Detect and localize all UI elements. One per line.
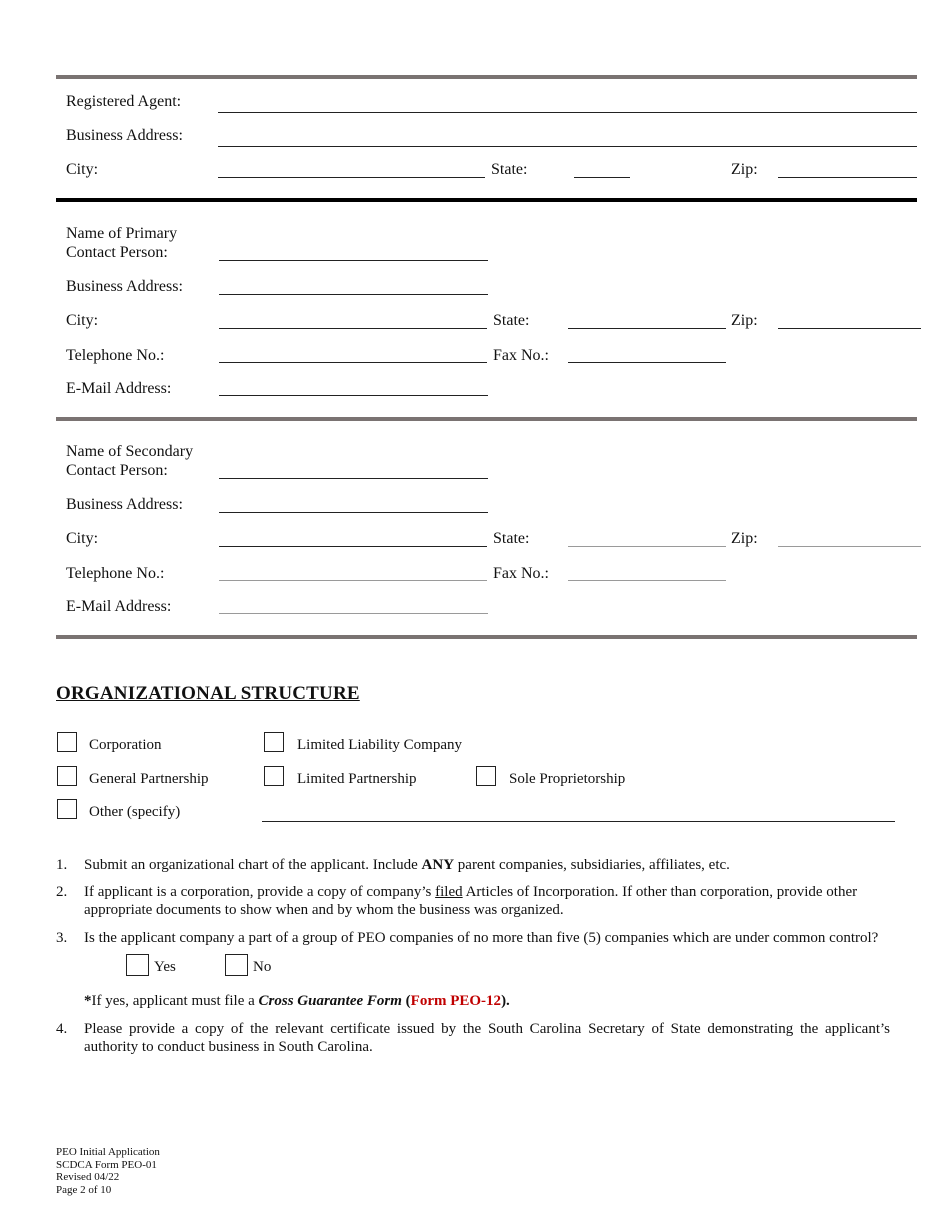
secondary-fax-label: Fax No.: xyxy=(493,565,549,582)
other-checkbox[interactable] xyxy=(57,799,77,819)
footer xyxy=(56,1146,160,1196)
corporation-checkbox[interactable] xyxy=(57,732,77,752)
secondary-zip-label: Zip: xyxy=(731,530,758,547)
primary-fax-label: Fax No.: xyxy=(493,347,549,364)
sole-proprietorship-checkbox[interactable] xyxy=(476,766,496,786)
secondary-email-label: E-Mail Address: xyxy=(66,598,172,615)
limited-partnership-checkbox[interactable] xyxy=(264,766,284,786)
primary-state-field[interactable] xyxy=(568,328,726,329)
corporation-label: Corporation xyxy=(89,737,162,753)
secondary-zip-field[interactable] xyxy=(778,546,921,547)
llc-checkbox[interactable] xyxy=(264,732,284,752)
note-paren-close: ). xyxy=(501,993,510,1009)
item-1-bold: ANY xyxy=(421,857,455,873)
secondary-section-bottom-rule xyxy=(56,635,917,639)
registered-agent-field[interactable] xyxy=(218,112,917,113)
primary-business-address-field[interactable] xyxy=(219,294,488,295)
other-label: Other (specify) xyxy=(89,804,181,820)
item-4-text: Please provide a copy of the relevant certificate issued by the South Carolina Secretary of State demonstrating the applicant’s authority to conduct business in South Carolina. xyxy=(84,1021,890,1055)
other-specify-field[interactable] xyxy=(262,821,895,822)
primary-email-label: E-Mail Address: xyxy=(66,380,172,397)
secondary-email-field[interactable] xyxy=(219,613,488,614)
item-1-text xyxy=(84,856,896,874)
secondary-state-field[interactable] xyxy=(568,546,726,547)
note-paren-open: ( xyxy=(401,993,411,1009)
note-asterisk: * xyxy=(84,993,92,1009)
secondary-business-address-label: Business Address: xyxy=(66,496,183,513)
primary-city-label: City: xyxy=(66,312,99,329)
item-1-text-after: parent companies, subsidiaries, affiliates, etc. xyxy=(454,857,730,873)
secondary-telephone-label: Telephone No.: xyxy=(66,565,165,582)
primary-zip-field[interactable] xyxy=(778,328,921,329)
primary-state-label: State: xyxy=(493,312,530,329)
item-2-text-after: Articles of Incorporation. If other than corporation, provide other appropriate documents to show when and by whom the business was organized. xyxy=(84,884,858,918)
primary-zip-label: Zip: xyxy=(731,312,758,329)
general-partnership-checkbox[interactable] xyxy=(57,766,77,786)
item-3-text: Is the applicant company a part of a group of PEO companies of no more than five (5) companies which are under common control? xyxy=(84,930,879,946)
item-3-number: 3. xyxy=(56,930,68,946)
footer-form-number: SCDCA Form PEO-01 xyxy=(56,1158,157,1171)
item-2-underlined: filed xyxy=(435,884,463,900)
secondary-fax-field[interactable] xyxy=(568,580,726,581)
secondary-business-address-field[interactable] xyxy=(219,512,488,513)
primary-telephone-label: Telephone No.: xyxy=(66,347,165,364)
primary-email-field[interactable] xyxy=(219,395,488,396)
top-section-rule xyxy=(56,75,917,79)
secondary-telephone-field[interactable] xyxy=(219,580,487,581)
general-partnership-label: General Partnership xyxy=(89,771,209,787)
item-2-text xyxy=(84,883,896,919)
footer-revision: Revised 04/22 xyxy=(56,1171,120,1183)
agent-city-label: City: xyxy=(66,161,99,178)
item-4-number: 4. xyxy=(56,1021,68,1037)
agent-city-field[interactable] xyxy=(218,177,485,178)
footer-page-number: Page 2 of 10 xyxy=(56,1183,112,1196)
primary-contact-name-field[interactable] xyxy=(219,260,488,261)
primary-contact-name-label-line1: Name of Primary xyxy=(66,225,178,242)
item-2-number: 2. xyxy=(56,884,68,900)
note-form-number: Form PEO-12 xyxy=(410,993,502,1009)
llc-label: Limited Liability Company xyxy=(297,737,462,753)
footer-form-title: PEO Initial Application xyxy=(56,1146,160,1158)
agent-section-bottom-rule xyxy=(56,198,917,202)
note-form-name: Cross Guarantee Form xyxy=(258,993,402,1009)
secondary-city-field[interactable] xyxy=(219,546,487,547)
agent-business-address-label: Business Address: xyxy=(66,127,183,144)
primary-contact-name-label-line2: Contact Person: xyxy=(66,244,168,261)
secondary-city-label: City: xyxy=(66,530,99,547)
sole-proprietorship-label: Sole Proprietorship xyxy=(509,771,626,787)
item-1-text-before: Submit an organizational chart of the applicant. Include xyxy=(84,857,422,873)
no-checkbox[interactable] xyxy=(225,954,248,976)
item-2-text-before: If applicant is a corporation, provide a copy of company’s xyxy=(84,884,436,900)
primary-telephone-field[interactable] xyxy=(219,362,487,363)
primary-section-bottom-rule xyxy=(56,417,917,421)
agent-state-field[interactable] xyxy=(574,177,630,178)
secondary-state-label: State: xyxy=(493,530,530,547)
org-structure-title: ORGANIZATIONAL STRUCTURE xyxy=(56,683,360,704)
yes-checkbox[interactable] xyxy=(126,954,149,976)
primary-business-address-label: Business Address: xyxy=(66,278,183,295)
secondary-contact-name-label-line1: Name of Secondary xyxy=(66,443,194,460)
agent-business-address-field[interactable] xyxy=(218,146,917,147)
note-text: If yes, applicant must file a xyxy=(91,993,259,1009)
no-label: No xyxy=(253,959,272,975)
agent-state-label: State: xyxy=(491,161,528,178)
secondary-contact-name-field[interactable] xyxy=(219,478,488,479)
limited-partnership-label: Limited Partnership xyxy=(297,771,417,787)
primary-city-field[interactable] xyxy=(219,328,487,329)
agent-zip-field[interactable] xyxy=(778,177,917,178)
secondary-contact-name-label-line2: Contact Person: xyxy=(66,462,168,479)
agent-zip-label: Zip: xyxy=(731,161,758,178)
registered-agent-label: Registered Agent: xyxy=(66,93,182,110)
yes-label: Yes xyxy=(154,959,176,975)
cross-guarantee-note xyxy=(84,992,896,1010)
primary-fax-field[interactable] xyxy=(568,362,726,363)
item-1-number: 1. xyxy=(56,857,68,873)
